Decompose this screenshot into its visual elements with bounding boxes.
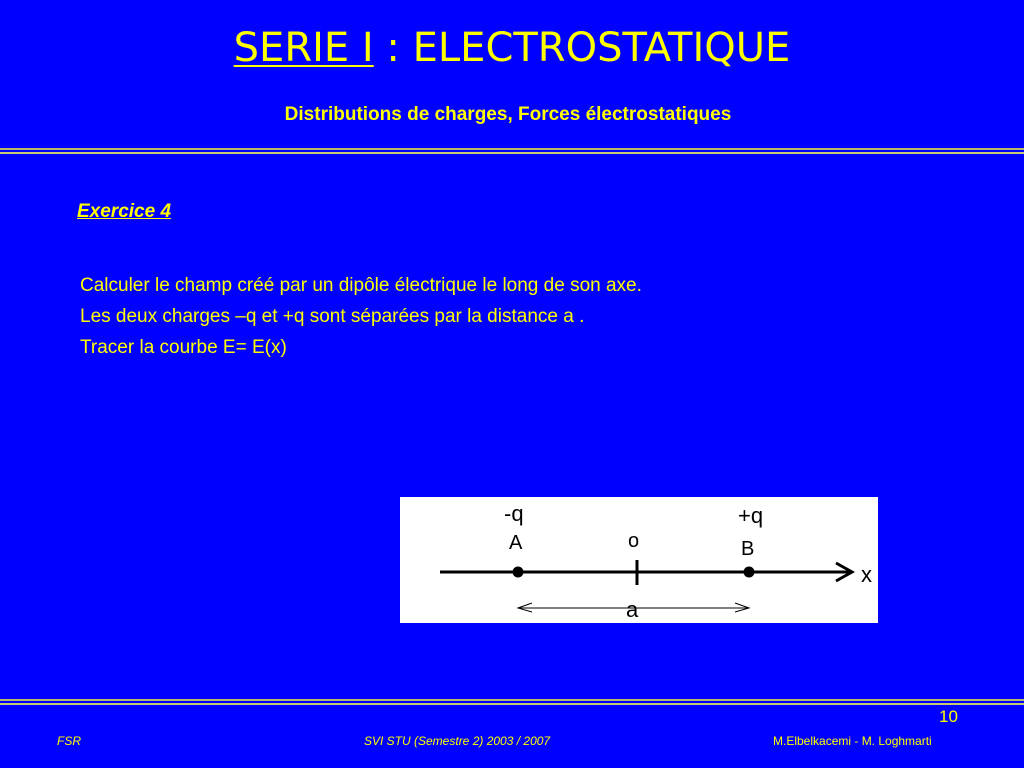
bottom-divider xyxy=(0,699,1024,705)
footer-course: SVI STU (Semestre 2) 2003 / 2007 xyxy=(364,734,551,748)
statement-line: Calculer le champ créé par un dipôle électrique le long de son axe. xyxy=(80,275,642,296)
charge-b-dot xyxy=(744,567,755,578)
point-a-label: A xyxy=(509,532,523,554)
statement-line: Tracer la courbe E= E(x) xyxy=(80,337,287,358)
axis-label: x xyxy=(861,562,872,587)
slide-title xyxy=(0,22,1024,74)
slide-subtitle: Distributions de charges, Forces électrostatiques xyxy=(284,104,732,125)
title-series: SERIE I xyxy=(233,25,374,71)
exercise-statement xyxy=(80,270,642,363)
title-topic: : ELECTROSTATIQUE xyxy=(373,25,791,71)
top-divider xyxy=(0,148,1024,154)
footer-authors: M.Elbelkacemi - M. Loghmarti xyxy=(773,734,932,748)
point-b-label: B xyxy=(741,538,755,560)
statement-line: Les deux charges –q et +q sont séparées par la distance a . xyxy=(80,306,585,327)
origin-label: o xyxy=(628,530,640,552)
charge-a-dot xyxy=(513,567,524,578)
dipole-figure xyxy=(400,497,878,623)
page-number: 10 xyxy=(939,707,958,726)
charge-a-label: -q xyxy=(504,501,524,526)
footer-institution: FSR xyxy=(57,734,81,748)
charge-b-label: +q xyxy=(738,503,764,528)
distance-label: a xyxy=(626,597,639,622)
exercise-heading: Exercice 4 xyxy=(77,201,172,222)
